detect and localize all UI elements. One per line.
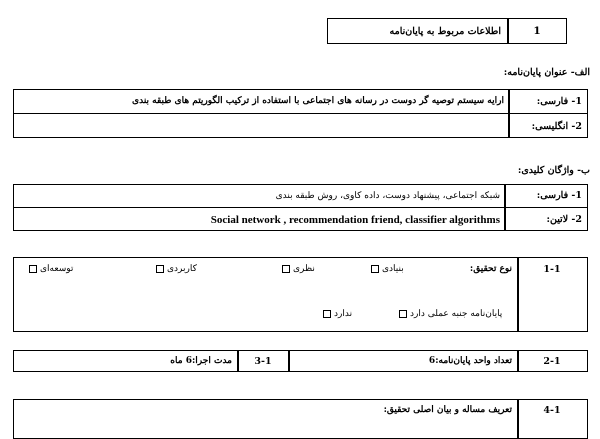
- duration-label: مدت اجرا:6 ماه: [170, 356, 232, 366]
- option-theoretical[interactable]: [279, 261, 315, 277]
- problem-label: تعریف مساله و بیان اصلی تحقیق:: [383, 405, 512, 415]
- keywords-section-heading: ب- واژگان کلیدی:: [517, 165, 590, 176]
- practical-no-option[interactable]: [320, 306, 352, 322]
- developmental-checkbox[interactable]: [29, 265, 37, 273]
- header-title: اطلاعات مربوط به پایان‌نامه: [389, 25, 501, 37]
- practical-no-label: ندارد: [334, 309, 353, 319]
- duration-number: 3-1: [254, 355, 272, 367]
- practical-yes-option[interactable]: [396, 306, 502, 322]
- option-fundamental-label: بنیادی: [382, 264, 404, 274]
- practical-yes-checkbox[interactable]: [399, 310, 407, 318]
- option-applied-label: کاربردی: [167, 264, 197, 274]
- option-developmental[interactable]: [26, 261, 73, 277]
- title-fa-label: 1- فارسی:: [536, 95, 582, 107]
- keywords-fa-label: 1- فارسی:: [536, 190, 582, 201]
- research-type-label: نوع تحقیق:: [469, 264, 512, 274]
- title-en-label: 2- انگلیسی:: [531, 120, 582, 132]
- practical-question-label: پایان‌نامه جنبه عملی دارد: [410, 309, 503, 319]
- title-fa-value: ارایه سیستم توصیه گر دوست در رسانه های اجتماعی با استفاده از ترکیب الگوریتم های طبقه بندی: [132, 96, 504, 106]
- applied-checkbox[interactable]: [156, 265, 164, 273]
- practical-no-checkbox[interactable]: [323, 310, 331, 318]
- units-number: 2-1: [543, 355, 561, 367]
- keywords-latin-label: 2- لاتین:: [546, 214, 582, 225]
- theoretical-checkbox[interactable]: [282, 265, 290, 273]
- title-section-heading: الف- عنوان پایان‌نامه:: [503, 67, 590, 78]
- option-theoretical-label: نظری: [293, 264, 315, 274]
- option-applied[interactable]: [153, 261, 197, 277]
- units-label: تعداد واحد پایان‌نامه:6: [428, 356, 512, 366]
- keywords-fa-value: شبکه اجتماعی، پیشنهاد دوست، داده کاوی، روش طبقه بندی: [275, 190, 500, 201]
- title-en-value: [20, 114, 504, 138]
- header-number: 1: [533, 25, 541, 37]
- problem-number: 4-1: [543, 404, 561, 416]
- option-developmental-label: توسعه‌ای: [40, 264, 74, 274]
- keywords-latin-value: Social network , recommendation friend, classifier algorithms: [210, 213, 500, 226]
- fundamental-checkbox[interactable]: [371, 265, 379, 273]
- option-fundamental[interactable]: [368, 261, 404, 277]
- research-type-number: 1-1: [543, 263, 561, 275]
